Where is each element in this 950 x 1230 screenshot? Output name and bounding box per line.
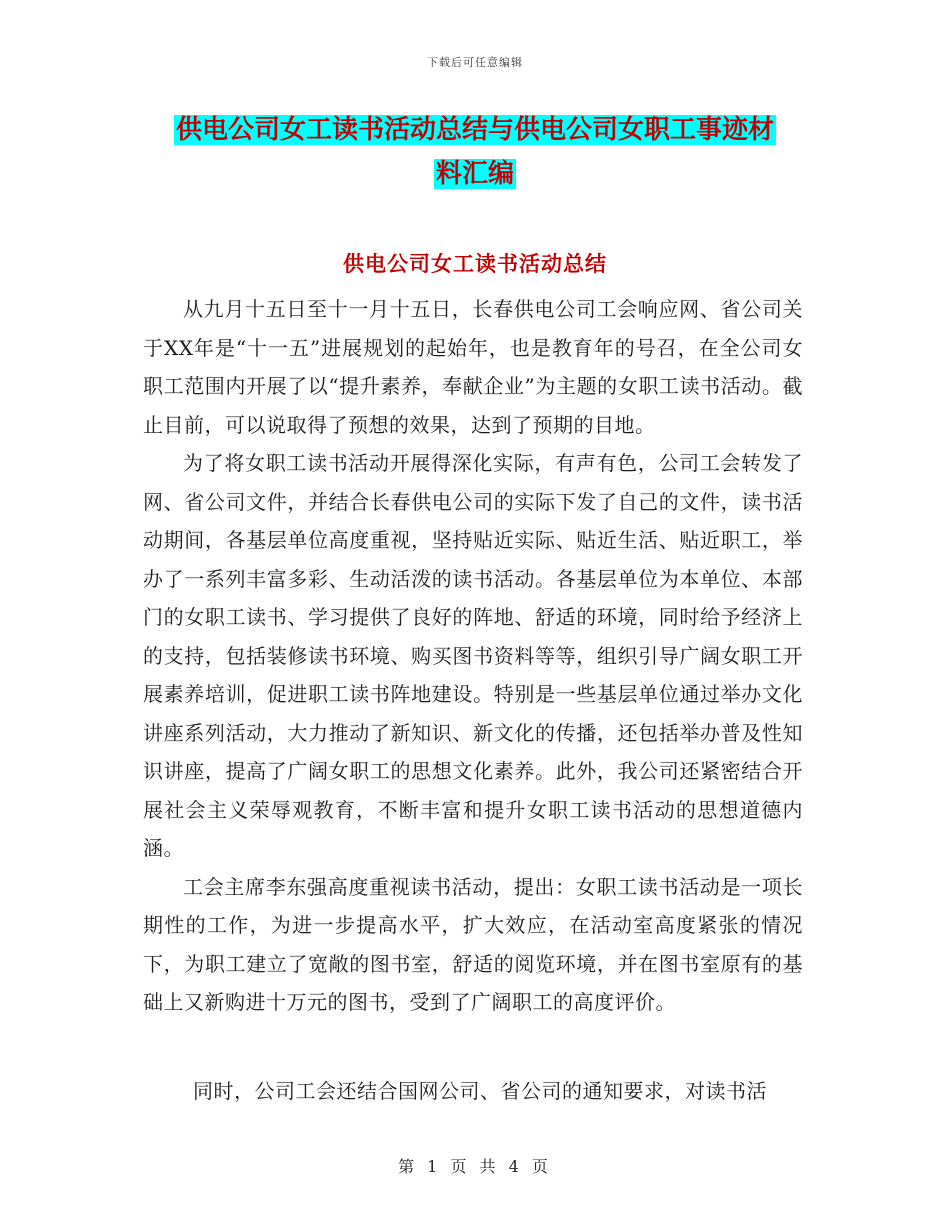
section-title: 供电公司女工读书活动总结 (343, 252, 607, 276)
document-title-line-1: 供电公司女工读书活动总结与供电公司女职工事迹材 (175, 115, 774, 145)
paragraph-continued: 同时，公司工会还结合国网公司、省公司的通知要求，对读书活 (193, 1079, 767, 1103)
paragraph: 为了将女职工读书活动开展得深化实际，有声有色，公司工会转发了网、省公司文件，并结合长春供电公司的实际下发了自己的文件，读书活动期间，各基层单位高度重视，坚持贴近实际、贴近生活、贴近职工，举办了一系列丰富多彩、生动活泼的读书活动。各基层单位为本单位、本部门的女职工读书、学习提供了良好的阵地、舒适的环境，同时给予经济上的支持，包括装修读书环境、购买图书资料等等，组织引导广阔女职工开展素养培训，促进职工读书阵地建设。特别是一些基层单位通过举办文化讲座系列活动，大力推动了新知识、新文化的传播，还包括举办普及性知识讲座，提高了广阔女职工的思想文化素养。此外，我公司还紧密结合开展社会主义荣辱观教育，不断丰富和提升女职工读书活动的思想道德内涵。 (143, 451, 803, 860)
body-text (143, 290, 803, 1022)
header-note: 下载后可任意编辑 (427, 56, 523, 69)
document-title (140, 108, 810, 196)
paragraph: 从九月十五日至十一月十五日，长春供电公司工会响应网、省公司关于XX年是“十一五”进展规划的起始年，也是教育年的号召，在全公司女职工范围内开展了以“提升素养，奉献企业”为主题的女职工读书活动。截止目前，可以说取得了预想的效果，达到了预期的目地。 (143, 297, 803, 437)
page-number: 第 1 页 共 4 页 (398, 1157, 552, 1176)
paragraph: 工会主席李东强高度重视读书活动，提出：女职工读书活动是一项长期性的工作，为进一步提高水平，扩大效应，在活动室高度紧张的情况下，为职工建立了宽敞的图书室，舒适的阅览环境，并在图书室原有的基础上又新购进十万元的图书，受到了广阔职工的高度评价。 (143, 874, 803, 1014)
document-title-line-2: 料汇编 (435, 159, 514, 189)
